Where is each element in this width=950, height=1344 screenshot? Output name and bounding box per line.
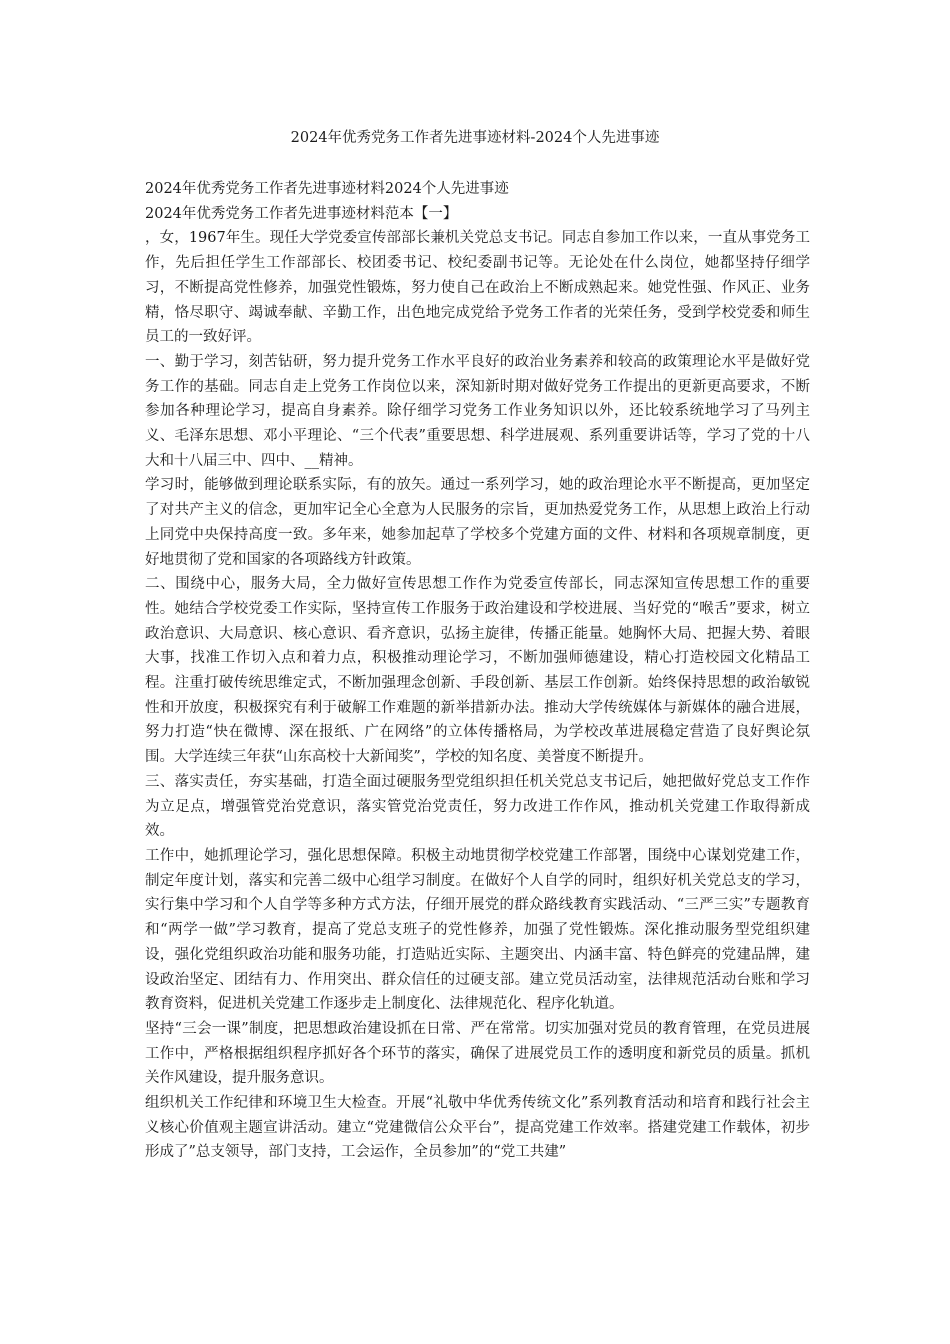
- body-paragraph: 二、围绕中心，服务大局，全力做好宣传思想工作作为党委宣传部长，同志深知宣传思想工作的重要性。她结合学校党委工作实际，坚持宣传工作服务于政治建设和学校进展、当好党的“喉舌”要求，树立政治意识、大局意识、核心意识、看齐意识，弘扬主旋律，传播正能量。她胸怀大局、把握大势、着眼大事，找准工作切入点和着力点，积极推动理论学习，不断加强师德建设，精心打造校园文化精品工程。注重打破传统思维定式，不断加强理念创新、手段创新、基层工作创新。始终保持思想的政治敏锐性和开放度，积极探究有利于破解工作难题的新举措新办法。推动大学传统媒体与新媒体的融合进展，努力打造“快在微博、深在报纸、广在网络”的立体传播格局，为学校改革进展稳定营造了良好舆论氛围。大学连续三年获“山东高校十大新闻奖”，学校的知名度、美誉度不断提升。: [145, 576, 810, 766]
- body-paragraph: 学习时，能够做到理论联系实际，有的放矢。通过一系列学习，她的政治理论水平不断提高，更加坚定了对共产主义的信念，更加牢记全心全意为人民服务的宗旨，更加热爱党务工作，从思想上政治上行动上同党中央保持高度一致。多年来，她参加起草了学校多个党建方面的文件、材料和各项规章制度，更好地贯彻了党和国家的各项路线方针政策。: [145, 477, 810, 568]
- body-paragraph: ，女，1967年生。现任大学党委宣传部部长兼机关党总支书记。同志自参加工作以来，一直从事党务工作，先后担任学生工作部部长、校团委书记、校纪委副书记等。无论处在什么岗位，她都坚持仔细学习，不断提高党性修养，加强党性锻炼，努力使自己在政治上不断成熟起来。她党性强、作风正、业务精，恪尽职守、竭诚奉献、辛勤工作，出色地完成党给予党务工作者的光荣任务，受到学校党委和师生员工的一致好评。: [145, 230, 810, 346]
- body-paragraph: 组织机关工作纪律和环境卫生大检查。开展“礼敬中华优秀传统文化”系列教育活动和培育和践行社会主义核心价值观主题宣讲活动。建立“党建微信公众平台”，提高党建工作效率。搭建党建工作载体，初步形成了”总支领导，部门支持，工会运作，全员参加”的“党工共建”: [145, 1095, 810, 1161]
- subtitle-line: 2024年优秀党务工作者先进事迹材料2024个人先进事迹: [145, 181, 509, 197]
- document-body: [145, 177, 810, 1165]
- section-heading: 2024年优秀党务工作者先进事迹材料范本【一】: [145, 205, 458, 222]
- body-paragraph: 三、落实责任，夯实基础，打造全面过硬服务型党组织担任机关党总支书记后，她把做好党总支工作作为立足点，增强管党治党意识，落实管党治党责任，努力改进工作作风，推动机关党建工作取得新成效。: [145, 773, 810, 840]
- body-paragraph: 坚持“三会一课”制度，把思想政治建设抓在日常、严在常常。切实加强对党员的教育管理，在党员进展工作中，严格根据组织程序抓好各个环节的落实，确保了进展党员工作的透明度和新党员的质量。抓机关作风建设，提升服务意识。: [145, 1020, 810, 1087]
- body-paragraph: 一、勤于学习，刻苦钻研，努力提升党务工作水平良好的政治业务素养和较高的政策理论水平是做好党务工作的基础。同志自走上党务工作岗位以来，深知新时期对做好党务工作提出的更新更高要求，不断参加各种理论学习，提高自身素养。除仔细学习党务工作业务知识以外，还比较系统地学习了马列主义、毛泽东思想、邓小平理论、“三个代表”重要思想、科学进展观、系列重要讲话等，学习了党的十八大和十八届三中、四中、__精神。: [145, 353, 810, 469]
- document-title: 2024年优秀党务工作者先进事迹材料-2024个人先进事迹: [290, 130, 660, 146]
- body-paragraph: 工作中，她抓理论学习，强化思想保障。积极主动地贯彻学校党建工作部署，围绕中心谋划党建工作，制定年度计划，落实和完善二级中心组学习制度。在做好个人自学的同时，组织好机关党总支的学习，实行集中学习和个人自学等多种方式方法，仔细开展党的群众路线教育实践活动、“三严三实”专题教育和“两学一做”学习教育，提高了党总支班子的党性修养，加强了党性锻炼。深化推动服务型党组织建设，强化党组织政治功能和服务功能，打造贴近实际、主题突出、内涵丰富、特色鲜亮的党建品牌，建设政治坚定、团结有力、作用突出、群众信任的过硬支部。建立党员活动室，法律规范活动台账和学习教育资料，促进机关党建工作逐步走上制度化、法律规范化、程序化轨道。: [145, 847, 810, 1013]
